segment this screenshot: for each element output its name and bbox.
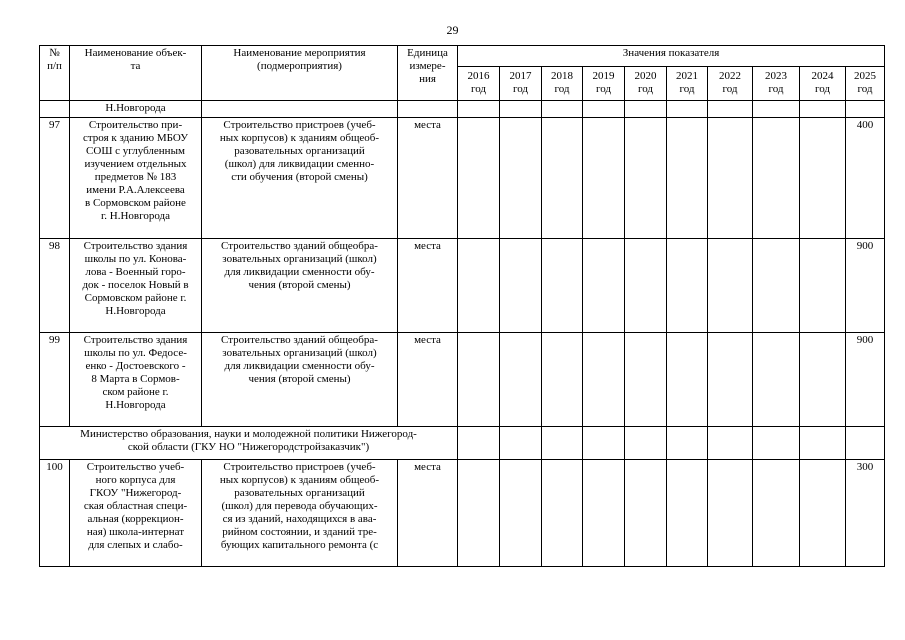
row-value <box>753 333 800 427</box>
row-event: Строительство зданий общеобра- зовательных организаций (школ) для ликвидации сменности обу- чения (второй смены) <box>202 239 398 333</box>
row-value <box>800 239 846 333</box>
header-year: 2022 год <box>708 67 753 101</box>
row-value <box>753 460 800 567</box>
row-value <box>753 118 800 239</box>
row-value <box>500 239 542 333</box>
row-value <box>500 118 542 239</box>
row-value <box>625 101 667 118</box>
row-value <box>458 333 500 427</box>
row-value <box>753 101 800 118</box>
row-unit: места <box>398 460 458 567</box>
row-value <box>500 427 542 460</box>
header-year: 2017 год <box>500 67 542 101</box>
row-value <box>625 118 667 239</box>
row-value <box>458 427 500 460</box>
header-unit: Единица измере- ния <box>398 46 458 101</box>
row-value <box>458 118 500 239</box>
row-value <box>800 118 846 239</box>
row-object: Строительство учеб- ного корпуса для ГКОУ "Нижегород- ская областная специ- альная (коррекцион- ная) школа-интернат для слепых и слабо- <box>70 460 202 567</box>
row-value <box>542 239 583 333</box>
row-value <box>625 427 667 460</box>
row-value <box>625 460 667 567</box>
row-object: Н.Новгорода <box>70 101 202 118</box>
row-value <box>846 427 885 460</box>
row-unit: места <box>398 333 458 427</box>
row-value <box>542 460 583 567</box>
row-value <box>583 101 625 118</box>
row-value <box>542 427 583 460</box>
row-value <box>667 427 708 460</box>
org-name: Министерство образования, науки и молодежной политики Нижегород- ской области (ГКУ НО "Нижегородстройзаказчик") <box>40 427 458 460</box>
row-value <box>583 333 625 427</box>
row-value: 300 <box>846 460 885 567</box>
header-year: 2020 год <box>625 67 667 101</box>
row-object: Строительство здания школы по ул. Федосе- енко - Достоевского - 8 Марта в Сормов- ском районе г. Н.Новгорода <box>70 333 202 427</box>
table-row <box>40 101 885 118</box>
row-value <box>708 427 753 460</box>
header-num: № п/п <box>40 46 70 101</box>
table-row <box>40 239 885 333</box>
row-value <box>753 239 800 333</box>
header-event: Наименование мероприятия (подмероприятия) <box>202 46 398 101</box>
table-row <box>40 118 885 239</box>
row-unit <box>398 101 458 118</box>
row-num: 100 <box>40 460 70 567</box>
row-object: Строительство здания школы по ул. Конова- лова - Военный горо- док - поселок Новый в Сормовском районе г. Н.Новгорода <box>70 239 202 333</box>
row-value <box>542 333 583 427</box>
row-num <box>40 101 70 118</box>
row-value <box>708 333 753 427</box>
row-value <box>667 239 708 333</box>
row-value <box>458 460 500 567</box>
row-event <box>202 101 398 118</box>
header-year: 2018 год <box>542 67 583 101</box>
row-event: Строительство зданий общеобра- зовательных организаций (школ) для ликвидации сменности обу- чения (второй смены) <box>202 333 398 427</box>
row-value <box>500 460 542 567</box>
row-value <box>708 101 753 118</box>
row-value <box>542 118 583 239</box>
table-row <box>40 333 885 427</box>
table-row <box>40 460 885 567</box>
row-value <box>708 460 753 567</box>
row-num: 99 <box>40 333 70 427</box>
row-value <box>500 333 542 427</box>
row-value: 400 <box>846 118 885 239</box>
row-value <box>800 460 846 567</box>
header-year: 2024 год <box>800 67 846 101</box>
header-values-group: Значения показателя <box>458 46 885 67</box>
header-year: 2019 год <box>583 67 625 101</box>
row-value <box>753 427 800 460</box>
row-value <box>583 427 625 460</box>
row-object: Строительство при- строя к зданию МБОУ СОШ с углубленным изучением отдельных предметов № 183 имени Р.А.Алексеева в Сормовском районе г. Н.Новгорода <box>70 118 202 239</box>
page-number: 29 <box>446 23 459 37</box>
row-value <box>846 101 885 118</box>
header-year: 2025 год <box>846 67 885 101</box>
header-object: Наименование объек- та <box>70 46 202 101</box>
row-value <box>667 101 708 118</box>
row-unit: места <box>398 239 458 333</box>
row-value <box>625 239 667 333</box>
row-value <box>583 118 625 239</box>
indicator-table <box>39 45 885 567</box>
row-value <box>542 101 583 118</box>
row-value <box>667 460 708 567</box>
row-value <box>667 333 708 427</box>
row-value <box>667 118 708 239</box>
row-value <box>583 239 625 333</box>
header-year: 2016 год <box>458 67 500 101</box>
row-value <box>800 333 846 427</box>
row-event: Строительство пристроев (учеб- ных корпусов) к зданиям общеоб- разовательных организаций (школ) для ликвидации сменно- сти обучения (второй смены) <box>202 118 398 239</box>
row-event: Строительство пристроев (учеб- ных корпусов) к зданиям общеоб- разовательных организаций (школ) для перевода обучающих- ся из зданий, находящихся в ава- рийном состоянии, и зданий тре- бующих капитального ремонта (с <box>202 460 398 567</box>
row-value <box>708 239 753 333</box>
row-num: 98 <box>40 239 70 333</box>
row-value <box>583 460 625 567</box>
header-row <box>40 46 885 67</box>
row-value <box>500 101 542 118</box>
header-year: 2023 год <box>753 67 800 101</box>
row-value <box>625 333 667 427</box>
row-unit: места <box>398 118 458 239</box>
org-row <box>40 427 885 460</box>
row-value: 900 <box>846 239 885 333</box>
row-value <box>458 239 500 333</box>
header-year: 2021 год <box>667 67 708 101</box>
row-value <box>800 427 846 460</box>
row-value <box>800 101 846 118</box>
row-value: 900 <box>846 333 885 427</box>
row-num: 97 <box>40 118 70 239</box>
row-value <box>708 118 753 239</box>
row-value <box>458 101 500 118</box>
